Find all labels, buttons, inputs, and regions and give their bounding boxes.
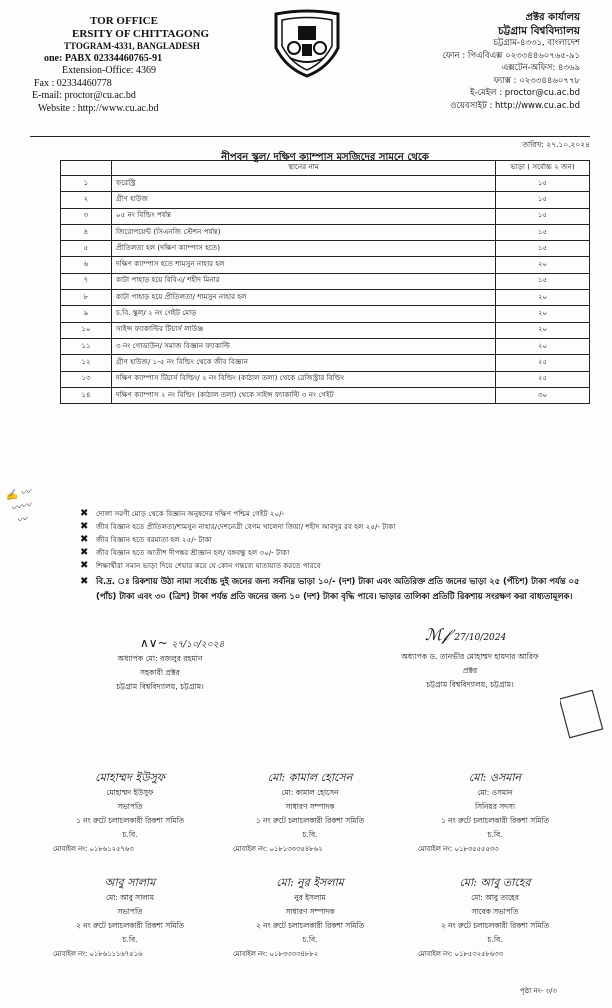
signatory-university: চ.বি. (487, 935, 503, 944)
table-row (61, 176, 590, 192)
signatory-role: সভাপতি (117, 907, 143, 916)
note-text: শিক্ষার্থীরা সমান ভাড়া দিয়ে শেয়ার করে যে কোন গন্তব্যে যাতায়াত করতে পারবে (96, 561, 321, 570)
row-place: দক্ষিণ ক্যাম্পাস ২ নং বিল্ডিং (কাঠাল তলা) থেকে সাইন্স ফ্যাকাল্টি ৩ নং গেইট (112, 387, 496, 403)
header-divider (30, 136, 590, 137)
col-place-header: স্থানের নাম (112, 161, 496, 176)
signatory-signature: মো: কামাল হোসেন (267, 771, 353, 784)
signatory-mobile: মোবাইল নং: ০১৮৫৩২৫৮৬৩৩ (418, 950, 504, 958)
signatory-association: ১ নং রুটে চলাচলকারী রিকশা সমিতি (440, 816, 550, 825)
signatory-university: চ.বি. (302, 935, 318, 944)
header-left (22, 15, 282, 115)
row-place: প্রীতিলতা হল (দক্ষিণ ক্যাম্পাস হতে) (112, 241, 496, 257)
row-place: দক্ষিণ ক্যাম্পাস হতে শামসুন নাহার হল (112, 257, 496, 273)
signatory-block (45, 770, 215, 856)
signatory-signature: মো: নুর ইসলাম (276, 876, 344, 889)
row-fare: ৩০ (496, 387, 590, 403)
row-fare: ১৫ (496, 273, 590, 289)
col-fare-header: ভাড়া ( সর্বোচ্চ ২ জন) (496, 161, 590, 176)
assistant-proctor-org: চট্টগ্রাম বিশ্ববিদ্যালয়, চট্টগ্রাম। (116, 682, 204, 691)
row-number: ৮ (61, 290, 112, 306)
extension-en: Extension-Office: 4369 (62, 65, 156, 76)
cross-bullet-icon: ✖ (80, 508, 89, 519)
assistant-proctor-title: সহকারী প্রক্টর (140, 668, 180, 677)
signatory-block (410, 770, 580, 856)
row-number: ৩ (61, 208, 112, 224)
row-number: ৭ (61, 273, 112, 289)
cross-bullet-icon: ✖ (80, 560, 89, 571)
note-text: জীব বিজ্ঞান হতে প্রীতিলতা/শামসুন নাহার/দেশনেত্রী বেগম খালেদা জিয়া/ শহীদ আবদুর রব হল ২৫/- টাকা (96, 522, 396, 531)
note-item (80, 507, 595, 520)
signatory-role: সিনিয়র সদস্য (474, 802, 516, 811)
row-number: ১২ (61, 355, 112, 371)
row-number: ৫ (61, 241, 112, 257)
row-place: গ্রীণ হাউজ/ ১-৫ নং বিল্ডিং থেকে জীব বিজ্ঞান (112, 355, 496, 371)
document-date: তারিখ: ২৭.১০.২০২৪ (522, 140, 590, 149)
special-note (80, 574, 595, 604)
signatory-association: ১ নং রুটে চলাচলকারী রিকশা সমিতি (75, 816, 185, 825)
row-fare: ২০ (496, 338, 590, 354)
office-name-bn: প্রক্টর কার্যালয় (525, 12, 580, 23)
signatory-mobile: মোবাইল নং: ০১৮৩৫৫৫৫৩৩ (418, 845, 499, 853)
signatory-name: মো: কামাল হোসেন (281, 788, 339, 797)
signatory-mobile: মোবাইল নং: ০১৮৩৩৩৩৪৮৮২ (233, 950, 319, 958)
note-item (80, 546, 595, 559)
university-logo-icon (268, 8, 346, 78)
note-item (80, 533, 595, 546)
row-place: সাইন্স ফ্যাকাল্টির টিচার্স লাউঞ্জ (112, 322, 496, 338)
row-number: ১৩ (61, 371, 112, 387)
phone-bn: ফোন : পিএবিএক্স ০২৩৩৪৪৬০৭৬৫-৯১ (442, 50, 580, 61)
signatory-signature: মো: আবু তাহের (459, 876, 531, 889)
table-row (61, 192, 590, 208)
proctor-date: 27/10/2024 (454, 633, 507, 643)
row-number: ৬ (61, 257, 112, 273)
table-row (61, 322, 590, 338)
address-bn: চট্টগ্রাম-৪৩৩১, বাংলাদেশ (493, 38, 580, 48)
row-place: কাটা পাহাড় হয়ে বিবিএ/ শহীদ মিনার (112, 273, 496, 289)
row-fare: ২০ (496, 322, 590, 338)
signatory-name: মোহাম্মদ ইউসুফ (106, 788, 154, 797)
fare-table-body (61, 176, 590, 404)
row-fare: ১৫ (496, 241, 590, 257)
fax-en: Fax : 02334460778 (34, 77, 112, 89)
row-number: ২ (61, 192, 112, 208)
table-row (61, 290, 590, 306)
cross-bullet-icon: ✖ (80, 547, 89, 558)
note-text: জীব বিজ্ঞান হতে বরমাতা হল ২৫/- টাকা (96, 535, 212, 544)
website-en: Website : http://www.cu.ac.bd (38, 102, 159, 114)
row-fare: ১৫ (496, 208, 590, 224)
signatory-name: নুর ইসলাম (294, 893, 326, 902)
proctor-signature: ℳ𝒻 27/10/2024 (425, 625, 507, 644)
table-row (61, 355, 590, 371)
row-place: চ.বি. স্কুল/ ২ নং গেইট মোড় (112, 306, 496, 322)
signatory-university: চ.বি. (122, 830, 138, 839)
signatory-role: সভাপতি (117, 802, 143, 811)
cross-bullet-icon: ✖ (80, 534, 89, 545)
signatory-association: ২ নং রুটে চলাচলকারী রিকশা সমিতি (75, 921, 185, 930)
row-number: ১০ (61, 322, 112, 338)
university-name-bn: চট্টগ্রাম বিশ্ববিদ্যালয় (498, 24, 580, 37)
table-row (61, 338, 590, 354)
table-title: নীপবন স্কুল/ দক্ষিণ ক্যাম্পাস মসজিদের সামনে থেকে (221, 152, 429, 163)
signatory-role: সাবেক সভাপতি (471, 907, 519, 916)
address-en: TTOGRAM-4331, BANGLADESH (64, 41, 200, 51)
notes-section (80, 507, 595, 604)
fare-table (60, 160, 590, 404)
signatory-role: সাধারণ সম্পাদক (285, 802, 335, 811)
row-fare: ২০ (496, 257, 590, 273)
cross-bullet-icon: ✖ (80, 521, 89, 532)
signatory-association: ১ নং রুটে চলাচলকারী রিকশা সমিতি (255, 816, 365, 825)
signatory-signature: আবু সালাম (104, 876, 156, 889)
table-row (61, 257, 590, 273)
row-place: দক্ষিণ ক্যাম্পাস টিচার্স বিল্ডিং/ ২ নং বিল্ডিং (কাঠাল তলা) থেকে রেজিস্ট্রার বিল্ডিং (112, 371, 496, 387)
proctor-title: প্রক্টর (462, 666, 478, 675)
table-row (61, 273, 590, 289)
email-bn: ই-মেইল : proctor@cu.ac.bd (470, 88, 580, 98)
university-name-en: ERSITY OF CHITTAGONG (72, 27, 210, 40)
row-number: ১ (61, 176, 112, 192)
signatory-block (225, 875, 395, 961)
email-en: E-mail: proctor@cu.ac.bd (32, 90, 136, 101)
official-seal-icon (560, 690, 604, 740)
row-number: ৪ (61, 224, 112, 240)
cross-bullet-icon: ✖ (80, 576, 89, 587)
office-name-en: TOR OFFICE (90, 15, 158, 27)
table-header-row (61, 161, 590, 176)
row-fare: ১৫ (496, 192, 590, 208)
fax-bn: ফ্যাক্স : ০২৩৩৪৪৬০৭৭৮ (493, 75, 580, 86)
row-fare: ২০ (496, 306, 590, 322)
signatory-mobile: মোবাইল নং: ০১৮৬১১১৬৭৫১৬ (53, 950, 143, 958)
signatory-association: ২ নং রুটে চলাচলকারী রিকশা সমিতি (255, 921, 365, 930)
special-note-text: বি.দ্র. ঃ রিকশায় উঠা নামা সর্বোচ্চ দুই জনের জন্য সর্বনিম্ন ভাড়া ১০/- (দশ) টাকা এবং অতিরিক্ত প্রতি জনের ভাড়া ২৫ (পঁচিশ) টাকা পর্যন্ত ০৫ (পাঁচ) টাকা এবং ৩০ (ত্রিশ) টাকা পর্যন্ত প্রতি জনের জন্য ১০ (দশ) টাকা বৃদ্ধি পাবে। ভাড়ার তালিকা প্রতিটি রিকশায় সংরক্ষণ করা বাধ্যতামূলক। (96, 576, 580, 601)
proctor-org: চট্টগ্রাম বিশ্ববিদ্যালয়, চট্টগ্রাম। (426, 680, 514, 689)
col-number-header (61, 161, 112, 176)
signatory-signature: মোহাম্মদ ইউসুফ (95, 771, 165, 784)
note-item (80, 559, 595, 572)
proctor-name: অধ্যাপক ড. তানভীর মোহাম্মদ হায়দার আরিফ (401, 652, 539, 661)
table-row (61, 224, 590, 240)
row-place: জিরোপয়েন্ট (সিএনজি স্টেশন পর্যন্ত) (112, 224, 496, 240)
row-fare: ১৫ (496, 176, 590, 192)
header-right (350, 12, 580, 112)
table-row (61, 241, 590, 257)
row-place: কাটা পাহাড় হয়ে প্রীতিলতা/ শামসুন নাহার হল (112, 290, 496, 306)
row-number: ১১ (61, 338, 112, 354)
notes-list (80, 507, 595, 572)
row-place: ফরেস্ট্রি (112, 176, 496, 192)
signatory-university: চ.বি. (302, 830, 318, 839)
row-place: ০৫ নং বিল্ডিং পর্যন্ত (112, 208, 496, 224)
signatory-university: চ.বি. (487, 830, 503, 839)
assistant-proctor-name: অধ্যাপক মো: বজলুর রহমান (117, 654, 203, 663)
table-row (61, 306, 590, 322)
row-number: ১৪ (61, 387, 112, 403)
note-text: দোলা সরণী মোড় থেকে বিজ্ঞান অনুষদের দক্ষিণ পশ্চিম গেইট ২০/- (96, 509, 285, 518)
note-item (80, 520, 595, 533)
note-text: জীব বিজ্ঞান হতে আতীশ দীপঙ্কর শ্রীজ্ঞান হল/ বঙ্গবন্ধু হল ৩০/- টাকা (96, 548, 290, 557)
signatory-role: সাধারণ সম্পাদক (285, 907, 335, 916)
assistant-proctor-date: ২৭/১০/২০২৪ (171, 640, 225, 650)
row-fare: ২০ (496, 290, 590, 306)
signatory-name: মো: আবু সালাম (106, 893, 154, 902)
signatory-association: ২ নং রুটে চলাচলকারী রিকশা সমিতি (440, 921, 550, 930)
phone-en: one: PABX 02334460765-91 (44, 52, 163, 64)
signatory-name: মো: আবু তাহের (471, 893, 519, 902)
signatory-university: চ.বি. (122, 935, 138, 944)
row-fare: ২৫ (496, 371, 590, 387)
signatory-name: মো: ওসমান (477, 788, 513, 797)
table-row (61, 387, 590, 403)
assistant-proctor-block (45, 636, 275, 694)
extension-bn: এক্সটেন-অফিস: ৪৩৬৯ (501, 63, 580, 73)
margin-signature: ✍ 〰 〰〰 〰 (4, 486, 33, 529)
signatory-block (410, 875, 580, 961)
signatory-signature: মো: ওসমান (468, 771, 522, 784)
signatory-mobile: মোবাইল নং: ০১৮১৩৩৩৫৪৮৬২ (233, 845, 323, 853)
row-place: গ্রীণ হাউজ (112, 192, 496, 208)
row-place: ৩ নং গোডাউন/ সমাজ বিজ্ঞান ফ্যাকাল্টি (112, 338, 496, 354)
proctor-block (345, 625, 595, 692)
row-fare: ১৫ (496, 224, 590, 240)
row-number: ৯ (61, 306, 112, 322)
signatory-mobile: মোবাইল নং: ০১৮৬১২৫৭৬৩ (53, 845, 134, 853)
signatory-block (45, 875, 215, 961)
page-number: পৃষ্ঠা নং- ৩/৩ (520, 987, 557, 995)
assistant-proctor-signature: ∧∨~ ২৭/১০/২০২৪ (140, 636, 225, 650)
website-bn: ওয়েবসাইট : http://www.cu.ac.bd (450, 100, 580, 111)
signatory-block (225, 770, 395, 856)
table-row (61, 371, 590, 387)
row-fare: ২৫ (496, 355, 590, 371)
table-row (61, 208, 590, 224)
